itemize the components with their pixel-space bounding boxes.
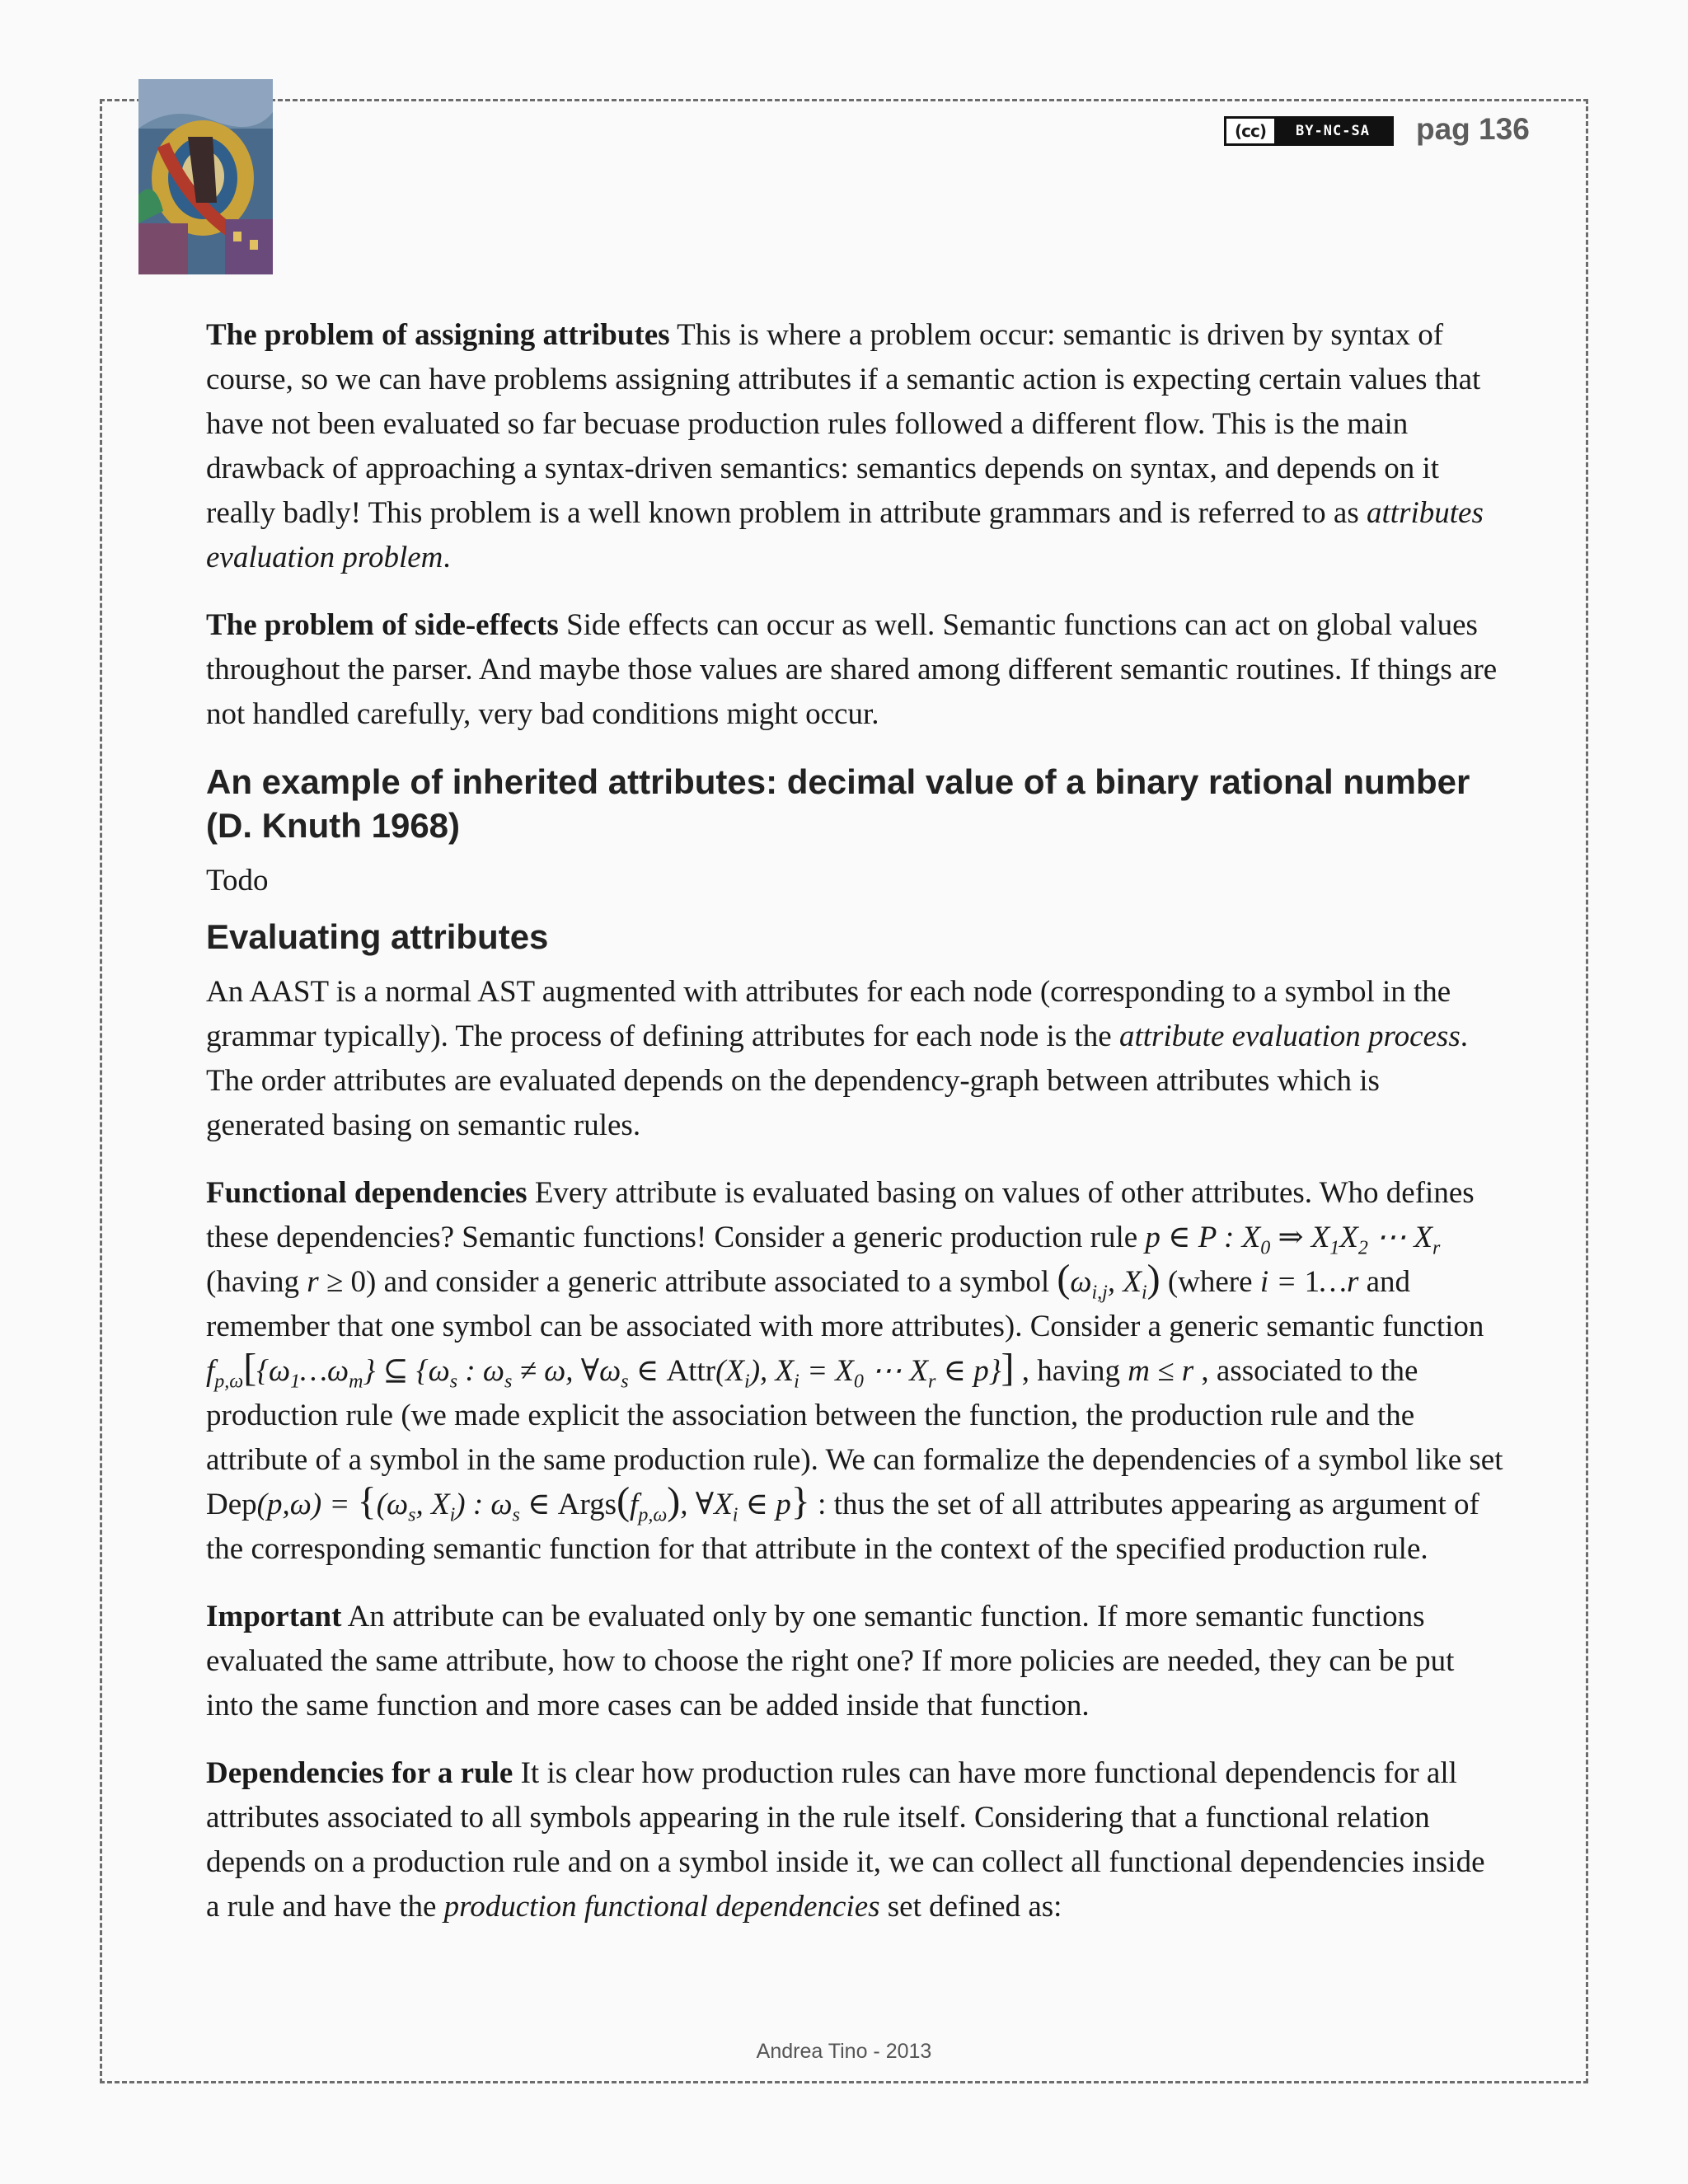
paragraph-assigning-attributes: The problem of assigning attributes This is where a problem occur: semantic is driven by syntax of course, so we can have problems assigning attributes if a semantic action is expecting certain values that have not been evaluated so far becuase production rules followed a different flow. This is the main drawback of approaching a syntax-driven semantics: semantics depends on syntax, and depends on it really badly! This problem is a well known problem in attribute grammars and is referred to as attributes evaluation problem.: [206, 318, 1484, 574]
cc-logo-icon: (cc): [1235, 121, 1266, 141]
formula-rule-in-set: p ∈ P :: [1145, 1221, 1235, 1254]
formula-dependency-set: $Dep(p,\omega) = \{(\omega_s$, $X_i$) : $\omega_s$ ∈ $Args(f_{p,\omega})$, $\forall X_i$ ∈ p}: [206, 1479, 810, 1526]
page-content: [206, 313, 1504, 1952]
run-in-heading: Important: [206, 1600, 342, 1633]
book-cover-thumbnail: [138, 79, 273, 274]
run-in-heading: Functional dependencies: [206, 1176, 528, 1210]
formula-m-le-r: m ≤ r: [1128, 1354, 1194, 1388]
run-in-heading: The problem of side-effects: [206, 608, 559, 642]
italic-term: production functional dependencies: [443, 1890, 880, 1924]
formula-r-ge-0: r ≥ 0: [307, 1265, 366, 1299]
run-in-heading: The problem of assigning attributes: [206, 318, 670, 352]
license-badge: [1224, 116, 1394, 146]
formula-attribute-pair: ($\omega_{i,j}$, $X_i$): [1057, 1257, 1160, 1304]
paragraph-evaluating: An AAST is a normal AST augmented with attributes for each node (corresponding to a symbol in the grammar typically). The process of defining attributes for each node is the attribute evaluation process. The order attributes are evaluated depends on the dependency-graph between attributes which is generated basing on semantic rules.: [206, 975, 1468, 1142]
run-in-heading: Dependencies for a rule: [206, 1756, 513, 1790]
todo-text: Todo: [206, 864, 269, 898]
footer-author: Andrea Tino - 2013: [756, 2040, 932, 2063]
paragraph-important: Important An attribute can be evaluated only by one semantic function. If more semantic functions evaluated the same attribute, how to choose the right one? If more policies are needed, they can be put into the same function and more cases can be added inside that function.: [206, 1600, 1455, 1722]
section-heading-evaluating: Evaluating attributes: [206, 917, 549, 956]
formula-index-range: i = 1…r: [1259, 1265, 1359, 1299]
license-label: BY-NC-SA: [1274, 119, 1391, 143]
italic-term: attributes evaluation problem: [206, 496, 1484, 574]
formula-semantic-function: $f_{p,\omega}[\{\omega_1\dots\omega_m\}$ ⊆ {$\omega_s$ : $\omega_s \ne \omega$, $\forall\omega_s$ ∈ $Attr(X_i)$, $X_i = X_0$ ⋯ $X_r$ ∈ p}]: [206, 1346, 1015, 1393]
paragraph-functional-dependencies: Functional dependencies Every attribute is evaluated basing on values of other attributes. Who defines these dependencies? Semantic functions! Consider a generic production rule p ∈ P : $X_0$ ⇒ $X_1X_2$ ⋯ $X_r$ (having r ≥ 0) and consider a generic attribute associated to a symbol ($\omega_{i,j}$, $X_i$) (where i = 1…r and remember that one symbol can be associated with more attributes). Consider a generic semantic function $f_{p,\omega}[\{\omega_1\dots\omega_m\}$ ⊆ {$\omega_s$ : $\omega_s \ne \omega$, $\forall\omega_s$ ∈ $Attr(X_i)$, $X_i = X_0$ ⋯ $X_r$ ∈ p}] , having m ≤ r , associated to the production rule (we made explicit the association between the function, the production rule and the attribute of a symbol in the same production rule). We can formalize the dependencies of a symbol like set $Dep(p,\omega) = \{(\omega_s$, $X_i$) : $\omega_s$ ∈ $Args(f_{p,\omega})$, $\forall X_i$ ∈ p} : thus the set of all attributes appearing as argument of the corresponding semantic function for that attribute in the context of the specified production rule.: [206, 1176, 1503, 1566]
italic-term: attribute evaluation process: [1118, 1019, 1461, 1053]
formula-production: $X_0$ ⇒ $X_1X_2$ ⋯ $X_r$: [1241, 1221, 1441, 1259]
paragraph-side-effects: The problem of side-effects Side effects can occur as well. Semantic functions can act on global values throughout the parser. And maybe those values are shared among different semantic routines. If things are not handled carefully, very bad conditions might occur.: [206, 608, 1498, 731]
page-number: pag 136: [1416, 112, 1530, 146]
section-heading-example: An example of inherited attributes: decimal value of a binary rational number (D. Knuth 1968): [206, 762, 1470, 845]
paragraph-dependencies-for-rule: Dependencies for a rule It is clear how production rules can have more functional dependencis for all attributes associated to all symbols appearing in the rule itself. Considering that a functional relation depends on a production rule and on a symbol inside it, we can collect all functional dependencies inside a rule and have the production functional dependencies set defined as:: [206, 1756, 1485, 1924]
